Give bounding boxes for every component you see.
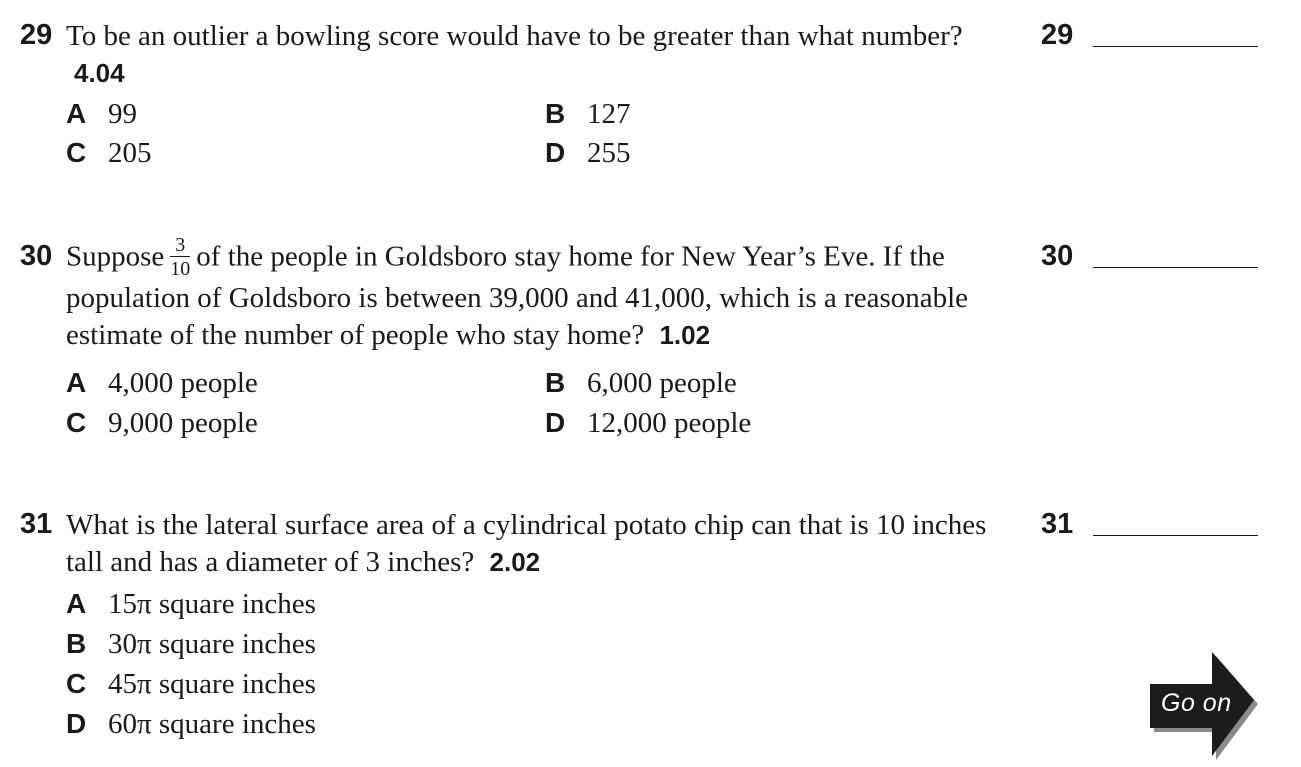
- question-text-start: Suppose: [66, 240, 165, 273]
- fraction-denominator: 10: [170, 258, 191, 280]
- answer-number: 31: [1041, 508, 1074, 540]
- choice-letter: B: [66, 628, 87, 659]
- answer-blank[interactable]: [1093, 267, 1258, 268]
- choice-d[interactable]: [66, 708, 316, 741]
- choice-text: 30π square inches: [108, 628, 316, 660]
- choice-text: 15π square inches: [108, 588, 316, 620]
- objective-code: 4.04: [74, 58, 125, 88]
- choice-text: 127: [587, 98, 631, 130]
- objective-code: 1.02: [659, 320, 711, 350]
- choice-text: 12,000 people: [587, 407, 752, 439]
- question-number: 30: [20, 240, 53, 272]
- choice-b[interactable]: [545, 98, 631, 131]
- question-stem: [66, 234, 1011, 354]
- objective-code: 2.02: [489, 547, 541, 577]
- choice-text: 205: [108, 137, 152, 169]
- choice-letter: D: [545, 137, 566, 168]
- choice-letter: D: [545, 407, 566, 438]
- choice-letter: C: [66, 668, 87, 699]
- choice-letter: C: [66, 407, 87, 438]
- question-stem: [66, 507, 1011, 581]
- choice-d[interactable]: [545, 137, 631, 170]
- fraction: [170, 236, 190, 278]
- choice-c[interactable]: [66, 668, 316, 701]
- question-stem: [66, 18, 1011, 92]
- choice-letter: B: [545, 98, 566, 129]
- question-number: 31: [20, 508, 53, 540]
- question-text: To be an outlier a bowling score would have to be greater than what number?: [66, 20, 963, 52]
- choice-text: 9,000 people: [108, 407, 258, 439]
- question-number: 29: [20, 19, 53, 51]
- go-on-label[interactable]: Go on: [1161, 689, 1232, 717]
- choice-a[interactable]: [66, 367, 258, 400]
- choice-text: 99: [108, 98, 137, 130]
- choice-b[interactable]: [66, 628, 316, 661]
- answer-number: 29: [1041, 19, 1074, 51]
- choice-text: 4,000 people: [108, 367, 258, 399]
- choice-letter: B: [545, 367, 566, 398]
- answer-blank[interactable]: [1093, 46, 1258, 47]
- choice-text: 255: [587, 137, 631, 169]
- choice-d[interactable]: [545, 407, 751, 440]
- choice-a[interactable]: [66, 98, 137, 131]
- fraction-numerator: 3: [170, 236, 190, 257]
- choice-letter: A: [66, 367, 87, 398]
- question-text-rest: of the people in Goldsboro stay home for New Year’s Eve. If the population of Goldsboro is between 39,000 and 41,000, which is a reasonable estimate of the number of people who stay home?: [66, 240, 969, 351]
- choice-letter: D: [66, 708, 87, 739]
- choice-a[interactable]: [66, 588, 316, 621]
- choice-c[interactable]: [66, 407, 258, 440]
- choice-b[interactable]: [545, 367, 737, 400]
- choice-letter: A: [66, 588, 87, 619]
- choice-text: 6,000 people: [587, 367, 737, 399]
- choice-letter: A: [66, 98, 87, 129]
- answer-blank[interactable]: [1093, 535, 1258, 536]
- choice-text: 60π square inches: [108, 708, 316, 740]
- choice-letter: C: [66, 137, 87, 168]
- choice-c[interactable]: [66, 137, 152, 170]
- question-text: What is the lateral surface area of a cylindrical potato chip can that is 10 inches tall and has a diameter of 3 inches?: [66, 509, 987, 578]
- choice-text: 45π square inches: [108, 668, 316, 700]
- answer-number: 30: [1041, 240, 1074, 272]
